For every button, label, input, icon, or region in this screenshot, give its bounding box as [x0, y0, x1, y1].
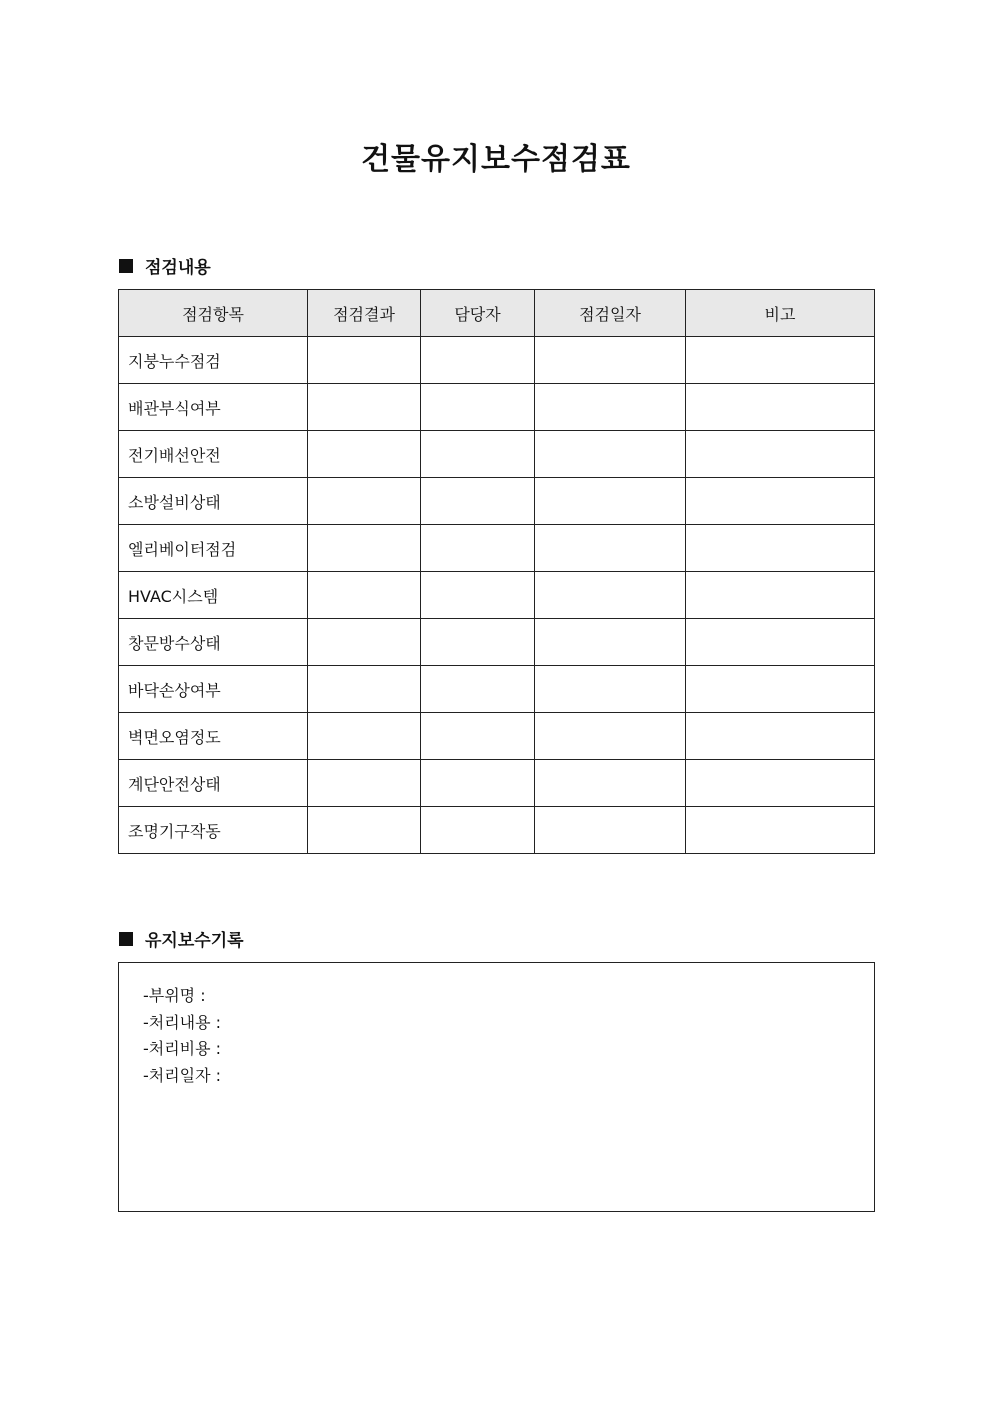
table-row: [119, 478, 875, 525]
result-cell[interactable]: [308, 666, 421, 713]
table-row: [119, 760, 875, 807]
item-cell: 엘리베이터점검: [119, 525, 308, 572]
date-cell[interactable]: [535, 760, 686, 807]
date-cell[interactable]: [535, 619, 686, 666]
column-header-result: 점검결과: [308, 290, 421, 337]
date-cell[interactable]: [535, 384, 686, 431]
note-cell[interactable]: [686, 760, 875, 807]
table-row: [119, 431, 875, 478]
note-cell[interactable]: [686, 666, 875, 713]
item-cell: 벽면오염정도: [119, 713, 308, 760]
table-row: [119, 384, 875, 431]
maintenance-record-box[interactable]: [118, 962, 875, 1212]
item-cell: HVAC시스템: [119, 572, 308, 619]
table-row: [119, 713, 875, 760]
item-cell: 창문방수상태: [119, 619, 308, 666]
manager-cell[interactable]: [421, 619, 535, 666]
table-header-row: [119, 290, 875, 337]
result-cell[interactable]: [308, 525, 421, 572]
column-header-manager: 담당자: [421, 290, 535, 337]
note-cell[interactable]: [686, 713, 875, 760]
manager-cell[interactable]: [421, 478, 535, 525]
section-heading-label: 유지보수기록: [145, 931, 244, 951]
result-cell[interactable]: [308, 760, 421, 807]
inspection-table: [118, 289, 875, 854]
note-cell[interactable]: [686, 572, 875, 619]
item-cell: 전기배선안전: [119, 431, 308, 478]
square-bullet-icon: [119, 259, 133, 273]
manager-cell[interactable]: [421, 666, 535, 713]
result-cell[interactable]: [308, 384, 421, 431]
manager-cell[interactable]: [421, 337, 535, 384]
record-field-part-name: -부위명 :: [143, 986, 206, 1005]
column-header-date: 점검일자: [535, 290, 686, 337]
record-field-date: -처리일자 :: [143, 1065, 222, 1085]
date-cell[interactable]: [535, 478, 686, 525]
result-cell[interactable]: [308, 431, 421, 478]
date-cell[interactable]: [535, 666, 686, 713]
manager-cell[interactable]: [421, 431, 535, 478]
manager-cell[interactable]: [421, 807, 535, 854]
column-header-item: 점검항목: [119, 290, 308, 337]
table-row: [119, 666, 875, 713]
table-row: [119, 525, 875, 572]
result-cell[interactable]: [308, 713, 421, 760]
note-cell[interactable]: [686, 337, 875, 384]
date-cell[interactable]: [535, 525, 686, 572]
item-cell: 조명기구작동: [119, 807, 308, 854]
note-cell[interactable]: [686, 807, 875, 854]
note-cell[interactable]: [686, 478, 875, 525]
item-cell: 계단안전상태: [119, 760, 308, 807]
table-row: [119, 807, 875, 854]
item-cell: 지붕누수점검: [119, 337, 308, 384]
date-cell[interactable]: [535, 431, 686, 478]
page-title: 건물유지보수점검표: [361, 142, 631, 177]
date-cell[interactable]: [535, 713, 686, 760]
date-cell[interactable]: [535, 807, 686, 854]
table-row: [119, 572, 875, 619]
result-cell[interactable]: [308, 572, 421, 619]
item-cell: 배관부식여부: [119, 384, 308, 431]
section-heading-label: 점검내용: [145, 258, 211, 278]
result-cell[interactable]: [308, 478, 421, 525]
manager-cell[interactable]: [421, 384, 535, 431]
manager-cell[interactable]: [421, 525, 535, 572]
record-field-work-content: -처리내용 :: [143, 1012, 222, 1032]
result-cell[interactable]: [308, 619, 421, 666]
table-row: [119, 619, 875, 666]
manager-cell[interactable]: [421, 760, 535, 807]
item-cell: 소방설비상태: [119, 478, 308, 525]
section-heading-record: [119, 926, 244, 951]
section-heading-inspection: [119, 253, 211, 278]
record-field-cost: -처리비용 :: [143, 1039, 222, 1058]
item-cell: 바닥손상여부: [119, 666, 308, 713]
note-cell[interactable]: [686, 384, 875, 431]
manager-cell[interactable]: [421, 713, 535, 760]
date-cell[interactable]: [535, 337, 686, 384]
column-header-note: 비고: [686, 290, 875, 337]
note-cell[interactable]: [686, 525, 875, 572]
result-cell[interactable]: [308, 807, 421, 854]
note-cell[interactable]: [686, 431, 875, 478]
square-bullet-icon: [119, 932, 133, 946]
manager-cell[interactable]: [421, 572, 535, 619]
note-cell[interactable]: [686, 619, 875, 666]
date-cell[interactable]: [535, 572, 686, 619]
table-row: [119, 337, 875, 384]
result-cell[interactable]: [308, 337, 421, 384]
